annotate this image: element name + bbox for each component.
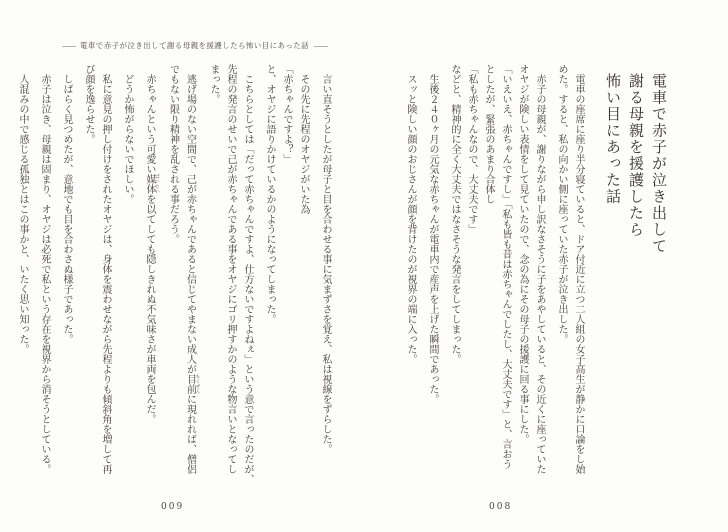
left-page-body xyxy=(14,64,334,482)
body-line: 言い直そうとしたが母子と目を合わせる事に気まずさを覚え、私は視線をずらした。 xyxy=(320,64,331,454)
chapter-title-line: 電車で赤子が泣き出して xyxy=(650,73,668,255)
left-page xyxy=(17,64,334,484)
body-line: 「いえいえ、赤ちゃんですし」「私も皆も昔は赤ちゃんでしたし、大丈夫です」と、言おう xyxy=(500,64,511,469)
right-page-body xyxy=(402,64,587,482)
body-line: 「赤ちゃんですよ？」 xyxy=(281,64,292,164)
running-header-dash-right: ―― xyxy=(314,41,328,50)
chapter-title-line: 怖い目にあった話 xyxy=(604,73,622,205)
body-line: しばらく見つめたが、意地でも目を合わさぬ様子であった。 xyxy=(61,64,72,344)
body-line: こちらとしては「だって赤ちゃんですよ、仕方ないですよねぇ」という意で言ったのだが、 xyxy=(242,64,253,484)
body-line: び顔を逸らせた。 xyxy=(83,64,94,144)
body-line: 人混みの中で感じる孤独とはこの事かと、いたく思い知った。 xyxy=(17,64,28,354)
body-line: でもない限り精神を乱される事だろう。 xyxy=(167,64,179,244)
body-line: まった。 xyxy=(208,64,219,104)
body-line: 逃げ場のない空間で、己が赤ちゃんであると信じてやまない成人が目前 もくぜんに現れれば、僧侶 xyxy=(184,64,200,474)
page-number-left: 009 xyxy=(161,502,185,512)
running-header-dash-left: ―― xyxy=(62,41,75,50)
page-number-right: 008 xyxy=(489,502,513,512)
body-line: 生後２４０ヶ月の元気な赤ちゃんが電車内で産声を上げた瞬間であった。 xyxy=(427,64,438,404)
body-line: 私に意見の押し付けをされたオヤジは、身体を震わせながら先程よりも傾斜角を増して再 xyxy=(100,64,111,474)
body-line: 赤ちゃんという可愛い媒体 ばいたいを以てしても隠しきれぬ不気味さが車両を包んだ。 xyxy=(144,64,160,424)
body-line: 先程の発言のせいで己が赤ちゃんである事をオヤジにゴリ押すかのような物言いとなってし xyxy=(225,64,236,474)
chapter-title xyxy=(601,64,670,482)
body-line: どうか怖がらないでほしい。 xyxy=(122,64,133,204)
body-line: 赤子は泣き、母親は固まり、オヤジは必死で私という存在を視界から消そうとしている。 xyxy=(39,64,50,474)
body-line: スッと険しい顔のおじさんが顔を背けたのが視界の端に入った。 xyxy=(405,64,416,364)
running-header-title: 電車で赤子が泣き出して謝る母親を援護したら怖い目にあった話 xyxy=(80,41,310,50)
body-line: オヤジが険しい表情をして見ていたので、念の為にその母子の援護に回る事にした。 xyxy=(517,64,528,444)
body-line: 電車の座席に座り半分寝ていると、ドア付近に立つ二人組の女子高生が静かに口論をし始 xyxy=(573,64,584,474)
body-line: としたが、緊張のあまり合体し xyxy=(483,64,494,204)
chapter-title-line: 謝る母親を援護したら xyxy=(627,73,645,238)
running-header xyxy=(62,40,327,51)
body-line: めた。すると、私の向かい側に座っていた赤子が泣き出した。 xyxy=(556,64,567,344)
body-line: などと、精神的に全く大丈夫ではなさそうな発言をしてしまった。 xyxy=(449,64,460,364)
right-page xyxy=(378,64,670,482)
body-line: 「私も赤ちゃんなので、大丈夫です」 xyxy=(466,64,477,234)
body-line: と、オヤジに語りかけているかのようになってしまった。 xyxy=(264,64,275,324)
body-line: その先に先程のオヤジがいた為 xyxy=(298,64,309,214)
body-line: 赤子の母親が、謝りながら申し訳なさそうに子をあやしていると、その近くに座っていた xyxy=(534,64,545,474)
